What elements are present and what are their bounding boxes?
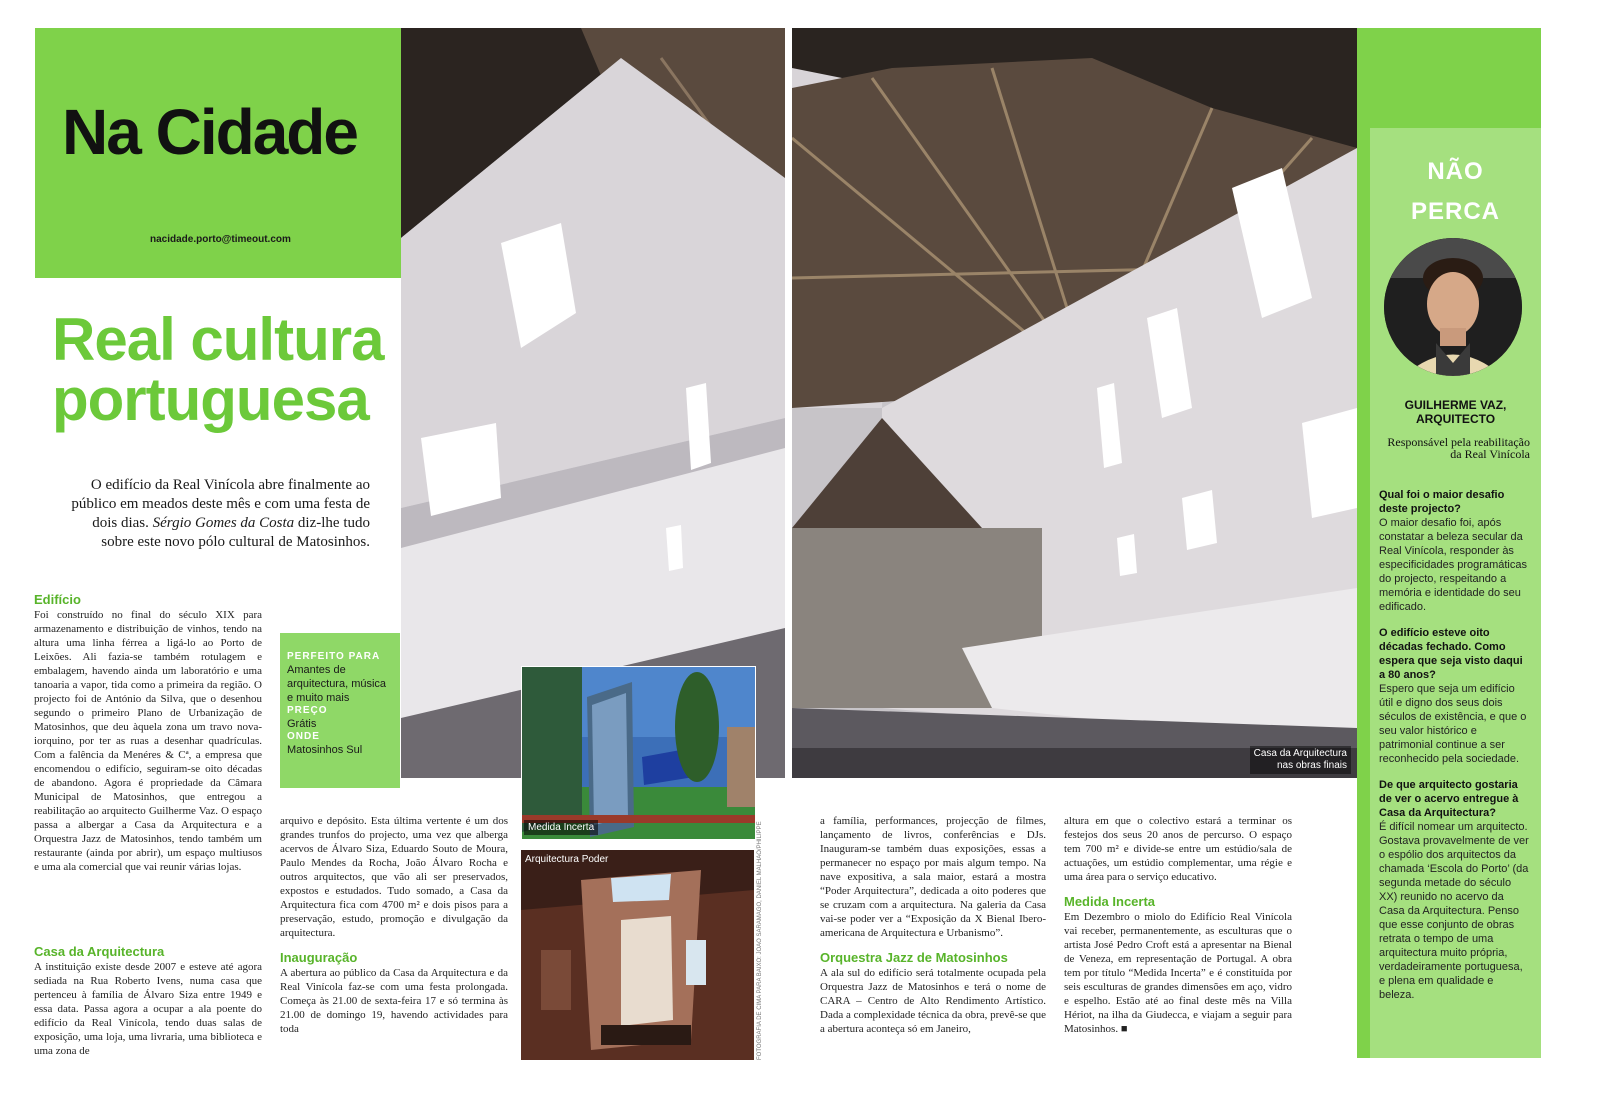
headline-line-2: portuguesa xyxy=(52,366,369,433)
article-column-4 xyxy=(1064,814,1292,1036)
text-casa: A instituição existe desde 2007 e esteve até agora sediada na Rua Roberto Ivens, numa casa que pertenceu à família de Álvaro Siza entre 1949 e essa data. Passa agora a ocupar a ala poente do edifício da Real Vinícola, tendo duas salas de exposição, uma loja, uma livraria, uma biblioteca e uma zona de xyxy=(34,961,262,1057)
article-column-1 xyxy=(34,592,262,874)
question-3: De que arquitecto gostaria de ver o acervo entregue à Casa da Arquitectura? xyxy=(1379,779,1519,819)
text-inauguracao-cont: a família, performances, projecção de filmes, lançamento de livros, conferências e DJs. Inauguram-se também duas exposições, essas a permanecer no espaço por mais algum tempo. Na nave expositiva, a sala maior, estará a mostra “Poder Arquitectura”, dedicada a oito poderes que se cruzam com a arquitectura. Na galeria da Casa vai-se poder ver a “Exposição da X Bienal Ibero-americana de Arquitectura e Urbanismo”. xyxy=(820,815,1046,939)
headline-line-1: Real cultura xyxy=(52,306,384,373)
kicker-line-1: NÃO xyxy=(1427,158,1484,185)
article-headline xyxy=(52,306,392,433)
main-caption-line-1: Casa da Arquitectura xyxy=(1253,748,1347,759)
arquitectura-poder-image xyxy=(521,850,754,1060)
answer-1: O maior desafio foi, após constatar a beleza secular da Real Vinícola, responder às especificidades programáticas do projecto, respeitando a memória e identidade do seu edificado. xyxy=(1379,517,1527,613)
info-onde-label: ONDE xyxy=(287,731,320,742)
standfirst-author: Sérgio Gomes da Costa xyxy=(152,515,295,531)
arq-caption: Arquitectura Poder xyxy=(525,854,609,865)
info-preco-label: PREÇO xyxy=(287,705,328,716)
text-casa-cont: arquivo e depósito. Esta última vertente é um dos grandes trunfos do projecto, uma vez que alberga acervos de Álvaro Siza, Eduardo Souto de Moura, Paulo Mendes da Rocha, João Álvaro Rocha e outros arquitectos, que vão ali ser preservados, expostos e estudados. Tudo somado, a Casa da Arquitectura fica com 4700 m² e dois pisos para a preservação, estudo, promoção e divulgação da arquitectura. xyxy=(280,815,508,939)
standfirst-text-a: O edifício da Real Vinícola abre finalmente ao público em meados deste mês e com uma festa de dois dias. xyxy=(71,477,370,531)
medida-caption: Medida Incerta xyxy=(524,820,598,835)
section-email[interactable]: nacidade.porto@timeout.com xyxy=(150,234,291,245)
info-box xyxy=(280,633,400,788)
question-1: Qual foi o maior desafio deste projecto? xyxy=(1379,489,1505,515)
text-inauguracao: A abertura ao público da Casa da Arquitectura e da Real Vinícola faz-se com uma festa prolongada. Começa às 21.00 de sexta-feira 17 e só termina às 21.00 de domingo 19, havendo actividades para toda xyxy=(280,967,508,1035)
question-2: O edifício esteve oito décadas fechado. Como espera que seja visto daqui a 80 anos? xyxy=(1379,627,1523,681)
article-standfirst xyxy=(58,476,370,552)
answer-2: Espero que seja um edifício útil e digno dos seus dois séculos de existência, e que o seu valor histórico e patrimonial continue a ser reconhecido pela sociedade. xyxy=(1379,683,1527,765)
photo-credit: FOTOGRAFIA DE CIMA PARA BAIXO: JOÃO SARAMAGO, DANIEL MALHÃO/PHILIPPE xyxy=(757,821,763,1060)
arquitectura-poder-photo xyxy=(521,850,754,1060)
interviewee-name xyxy=(1370,398,1541,426)
subheading-edificio: Edifício xyxy=(34,592,81,607)
kicker-line-2: PERCA xyxy=(1410,198,1500,225)
info-perfeito-label: PERFEITO PARA xyxy=(287,651,381,662)
article-column-3 xyxy=(820,814,1046,1036)
text-edificio xyxy=(34,608,262,874)
text-medida: Em Dezembro o miolo do Edifício Real Vinícola vai receber, permanentemente, as esculturas que o artista José Pedro Croft está a apresentar na Bienal de Veneza, em representação de Portugal. A obra tem por título “Medida Incerta” e é constituída por seis esculturas de grandes dimensões em aço, vidro e espelho. Estão até ao final deste mês na Villa Hériot, na ilha da Giudecca, e viajam a seguir para Matosinhos. ■ xyxy=(1064,911,1292,1035)
medida-incerta-image xyxy=(522,667,755,839)
avatar-portrait xyxy=(1384,238,1522,376)
text-orquestra: A ala sul do edifício será totalmente ocupada pela Orquestra Jazz de Matosinhos e terá o nome de CARA – Centro de Alto Rendimento Artístico. Dada a complexidade técnica da obra, prevê-se que a abertura aconteça só em Janeiro, xyxy=(820,967,1046,1035)
sidebar-kicker xyxy=(1370,152,1541,232)
avatar xyxy=(1384,238,1522,376)
info-onde-value: Matosinhos Sul xyxy=(287,744,363,756)
answer-3: É difícil nomear um arquitecto. Gostava provavelmente de ver o espólio dos arquitectos da chamada ‘Escola do Porto’ (da segunda metade do século XX) reunido no acervo da Casa da Arquitectura. Penso que esse conjunto de obras retrata o tempo de uma arquitectura muito própria, verdadeiramente portuguesa, e plena em qualidade e beleza. xyxy=(1379,821,1529,1001)
subheading-casa: Casa da Arquitectura xyxy=(34,944,165,959)
info-preco-value: Grátis xyxy=(287,718,317,730)
subheading-orquestra: Orquestra Jazz de Matosinhos xyxy=(820,950,1008,965)
interior-photo-right xyxy=(792,28,1357,778)
main-photo-caption xyxy=(1250,746,1351,774)
text-edificio-body: Foi construído no final do século XIX para armazenamento e distribuição de vinhos, tendo na altura uma linha férrea a ligá-lo ao Porto de Leixões. Ali fazia-se também rotulagem e embalagem, havendo ainda um laboratório e uma tanoaria a vapor, tida como a primeira da região. O projecto foi de António da Silva, que o desenhou segundo o primeiro Plano de Urbanização de Matosinhos, que deu àquela zona um travo nova-iorquino, por ter as ruas a desenhar quadrículas. Com a falência da Menéres & Cª, a empresa que encomendou o edifício, seguiram-se oito décadas de abandono. Agora é propriedade da Câmara Municipal de Matosinhos, que entregou a reabilitação ao arquitecto Guilherme Vaz. O espaço passa a albergar a Casa da Arquitectura e a Orquestra Jazz de Matosinhos, tendo também um restaurante (ainda por abrir), um espaço multiusos e uma ala comercial que vai reunir várias lojas. xyxy=(34,609,262,873)
sidebar-qa xyxy=(1379,488,1529,1014)
name-line-1: GUILHERME VAZ, xyxy=(1404,398,1507,412)
medida-incerta-photo xyxy=(521,666,756,840)
article-column-1-bottom xyxy=(34,944,262,1058)
text-orquestra-cont: altura em que o colectivo estará a terminar os festejos dos seus 20 anos de percurso. O espaço tem 700 m² e divide-se entre um estúdio/sala de actuações, um estúdio complementar, uma régie e uma área para o serviço educativo. xyxy=(1064,815,1292,883)
main-caption-line-2: nas obras finais xyxy=(1276,760,1347,771)
article-column-2 xyxy=(280,814,508,1036)
subheading-medida: Medida Incerta xyxy=(1064,894,1156,909)
subheading-inauguracao: Inauguração xyxy=(280,950,358,965)
standfirst-text-b: diz-lhe tudo sobre este novo pólo cultural de Matosinhos. xyxy=(101,515,370,550)
info-perfeito-value: Amantes de arquitectura, música e muito mais xyxy=(287,664,387,704)
section-title: Na Cidade xyxy=(62,96,357,168)
interviewee-role: Responsável pela reabilitação da Real Vinícola xyxy=(1387,435,1530,461)
name-line-2: ARQUITECTO xyxy=(1415,412,1496,426)
interior-photo-right-image xyxy=(792,28,1357,778)
